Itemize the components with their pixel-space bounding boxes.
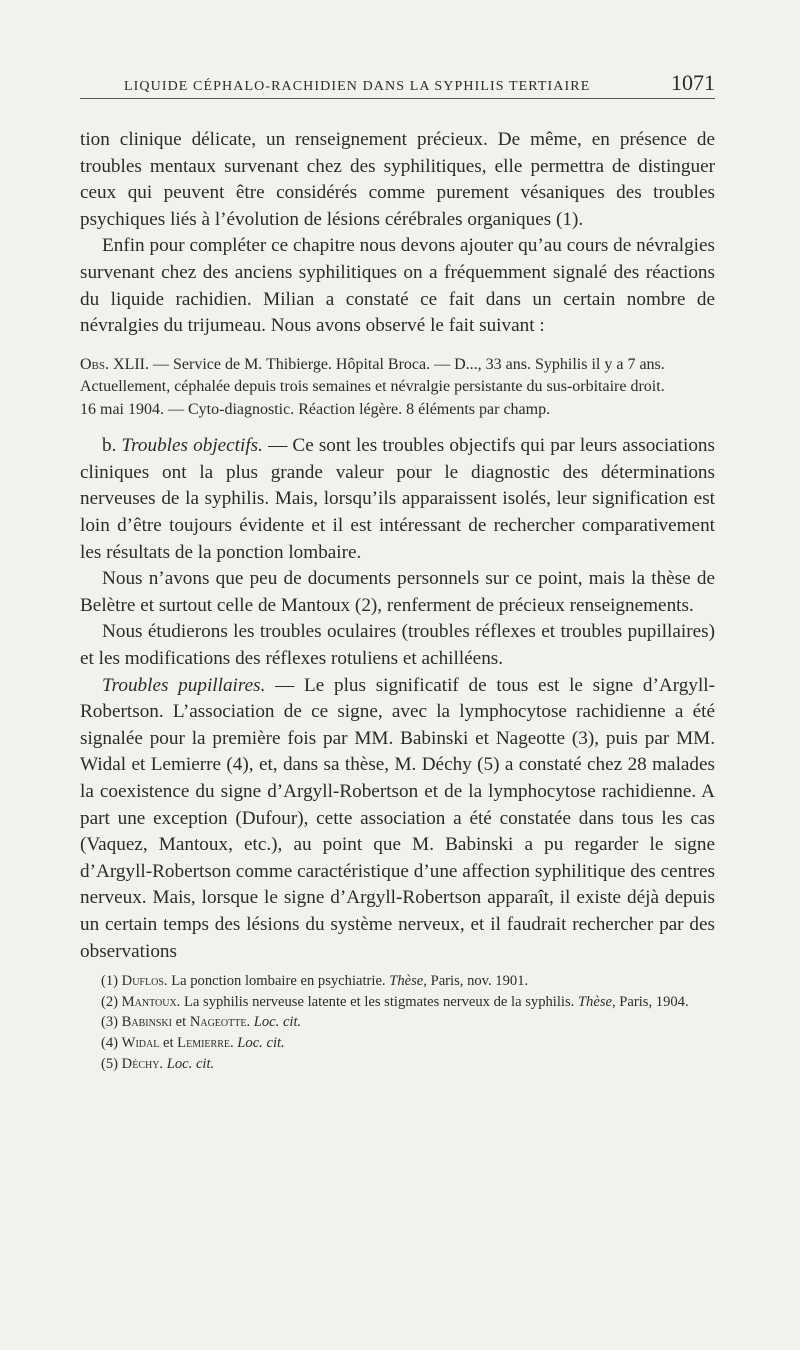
paragraph-etudierons: Nous étudierons les troubles oculaires (troubles réflexes et troubles pupillaires) et les modifications des réflexes rotuliens et achilléens. [80,621,715,669]
observation-line-2: Actuellement, céphalée depuis trois semaines et névralgie persistante du sus-orbitaire droit. [80,378,665,396]
footnote-2: (2) Mantoux. La syphilis nerveuse latente et les stigmates nerveux de la syphilis. Thèse, Paris, 1904. [101,993,689,1010]
section-pupil-title: Troubles pupillaires. [102,674,266,696]
observation-text-1: — Service de M. Thibierge. Hôpital Broca. — D..., 33 ans. Syphilis il y a 7 ans. [149,355,665,373]
footnote-3: (3) Babinski et Nageotte. Loc. cit. [101,1014,302,1031]
observation-line-3: 16 mai 1904. — Cyto-diagnostic. Réaction légère. 8 éléments par champ. [80,400,551,418]
footnote-4: (4) Widal et Lemierre. Loc. cit. [101,1034,285,1051]
footnotes [80,971,715,1074]
footnote-1: (1) Duflos. La ponction lombaire en psychiatrie. Thèse, Paris, nov. 1901. [101,973,529,990]
paragraph-documents: Nous n’avons que peu de documents personnels sur ce point, mais la thèse de Belètre et surtout celle de Mantoux (2), renferment de précieux renseignements. [80,568,715,616]
paragraph-troubles-pupillaires [80,673,715,966]
running-header [80,70,715,99]
section-pupil-text: — Le plus significatif de tous est le signe d’Argyll-Robertson. L’association de ce signe, avec la lymphocytose rachidienne a été signalée pour la première fois par MM. Babinski et Nageotte (3), puis par MM. Widal et Lemierre (4), et, dans sa thèse, M. Déchy (5) a constaté chez 28 malades la coexistence du signe d’Argyll-Robertson et de la lymphocytose rachidienne. A part une exception (Dufour), cette association a été constatée dans tous les cas (Vaquez, Mantoux, etc.), au point que M. Babinski a pu regarder le signe d’Argyll-Robertson comme caractéristique d’une affection syphilitique des centres nerveux. Mais, lorsque le signe d’Argyll-Robertson apparaît, il existe déjà depuis un certain temps des lésions du système nerveux, et il faudrait rechercher par des observations [80,674,715,962]
page-number: 1071 [671,70,715,95]
document-page [80,70,715,1074]
paragraph-nevralgies: Enfin pour compléter ce chapitre nous devons ajouter qu’au cours de névralgies survenant chez des anciens syphilitiques on a fréquemment signalé des réactions du liquide rachidien. Milian a constaté ce fait dans un certain nombre de névralgies du trijumeau. Nous avons observé le fait suivant : [80,235,715,337]
paragraph-troubles-objectifs [80,433,715,566]
paragraph-continuation: tion clinique délicate, un renseignement précieux. De même, en présence de troubles mentaux survenant chez des syphilitiques, elle permettra de distinguer ceux qui peuvent être considérés comme purement vésaniques des troubles psychiques liés à l’évolution de lésions cérébrales organiques (1). [80,129,715,230]
section-b-text: — Ce sont les troubles objectifs qui par leurs associations cliniques ont la plus grande valeur pour le diagnostic des déterminations nerveuses de la syphilis. Mais, lorsqu’ils apparaissent isolés, leur signification est loin d’être toujours évidente et il est intéressant de rechercher comparativement les résultats de la ponction lombaire. [80,435,715,563]
observation-line-1 [80,354,715,377]
running-title: LIQUIDE CÉPHALO-RACHIDIEN DANS LA SYPHILIS TERTIAIRE [124,79,591,94]
section-b-title: Troubles objectifs. [121,435,263,457]
section-b-prefix: b. [102,435,122,457]
observation-block [80,354,715,422]
footnote-5: (5) Déchy. Loc. cit. [101,1055,215,1072]
observation-label: Obs. XLII. [80,355,149,373]
